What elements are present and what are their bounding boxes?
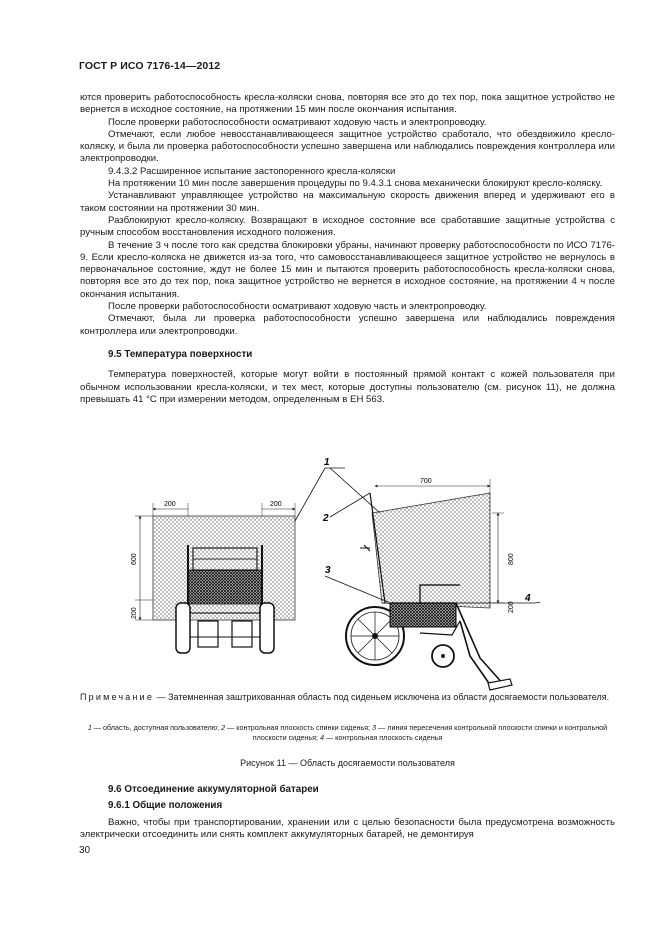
paragraph: Отмечают, была ли проверка работоспособности успешно завершена или наблюдались повреждения контроллера или электропроводки. bbox=[80, 313, 615, 337]
legend-text: — область, доступная пользователю; bbox=[91, 723, 222, 732]
callout-4: 4 bbox=[525, 593, 531, 604]
figure-note bbox=[80, 691, 615, 703]
front-view bbox=[131, 501, 295, 653]
side-reach-zone bbox=[372, 493, 490, 608]
body-text bbox=[80, 92, 615, 406]
paragraph: Важно, чтобы при транспортировании, хранении или с целью безопасности была предусмотрена возможность электрически отсоединить или снять комплект аккумуляторных батарей, не демонтируя bbox=[80, 816, 615, 840]
paragraph: В течение 3 ч после того как средства блокировки убраны, начинают проверку работоспособности по ИСО 7176-9. Если кресло-коляска не движется из-за того, что самовосстанавливающееся защитное устройство не вернулось в первоначальное состояние, ждут не более 15 мин и пытаются проверить работоспособность кресла-коляски снова, повторяя все это до тех пор, пока защитное устройство не вернется в исходное состояние, на протяжении 4 ч после окончания испытания. bbox=[80, 239, 615, 300]
legend-text: — контрольная плоскость спинки сиденья; bbox=[225, 723, 373, 732]
subsection-heading: 9.6.1 Общие положения bbox=[108, 800, 223, 812]
figure-caption: Рисунок 11 — Область досягаемости пользователя bbox=[240, 758, 455, 768]
front-reach-zone bbox=[153, 516, 295, 620]
paragraph: На протяжении 10 мин после завершения процедуры по 9.4.3.1 снова механически блокируют кресло-коляску. bbox=[108, 178, 603, 190]
dim-side-200: 200 bbox=[508, 601, 515, 613]
page-header: ГОСТ Р ИСО 7176-14—2012 bbox=[79, 60, 221, 72]
subsection-heading: 9.4.3.2 Расширенное испытание застопоренного кресла-коляски bbox=[108, 165, 396, 177]
paragraph: Температура поверхностей, которые могут войти в постоянный прямой контакт с кожей пользователя при обычном использовании кресла-коляски, и тех мест, которые доступны пользователю (см. рисунок 11), не должна превышать 41 °С при измерении методом, определенным в ЕН 563. bbox=[80, 369, 615, 405]
paragraph: Устанавливают управляющее устройство на максимальную скорость движения вперед и удерживают его в таком состоянии на протяжении 30 мин. bbox=[80, 190, 615, 214]
legend-num: 2 bbox=[221, 723, 226, 732]
legend-text: — линия пересечения контрольной плоскости спинки и контрольной плоскости сиденья; bbox=[252, 723, 608, 742]
dim-front-200-bottom: 200 bbox=[131, 607, 138, 619]
page-number: 30 bbox=[79, 845, 91, 856]
dim-front-200-left: 200 bbox=[164, 501, 176, 508]
section-heading: 9.6 Отсоединение аккумуляторной батареи bbox=[108, 784, 319, 795]
paragraph: Разблокируют кресло-коляску. Возвращают в исходное состояние все сработавшие защитные устройства с ручным способом восстановления исходного положения. bbox=[80, 214, 615, 239]
front-excluded-zone bbox=[188, 570, 262, 604]
dim-front-200-right: 200 bbox=[270, 501, 282, 508]
section-9-6 bbox=[80, 784, 615, 841]
paragraph: Отмечают, если любое невосстанавливающееся защитное устройство сработало, что обездвижило кресло-коляску, и была ли проверка работоспособности успешно завершена или наблюдались повреждения контроллера или электропроводки. bbox=[80, 128, 615, 165]
legend-num: 1 bbox=[87, 723, 92, 732]
note-label: Примечание bbox=[80, 692, 155, 702]
dim-side-800: 800 bbox=[508, 553, 515, 565]
callout-3: 3 bbox=[325, 565, 331, 576]
side-view bbox=[346, 478, 535, 690]
paragraph: После проверки работоспособности осматривают ходовую часть и электропроводку. bbox=[108, 116, 487, 128]
dim-side-700: 700 bbox=[420, 478, 432, 485]
reach-zone-figure bbox=[120, 453, 540, 703]
section-heading: 9.5 Температура поверхности bbox=[108, 348, 253, 360]
legend-num: 3 bbox=[372, 723, 377, 732]
figure-legend bbox=[80, 723, 615, 743]
dim-front-600: 600 bbox=[131, 553, 138, 565]
paragraph: ются проверить работоспособность кресла-коляски снова, повторяя все это до тех пор, пока защитное устройство не вернется в исходное состояние, на протяжении 15 мин после окончания испытания. bbox=[80, 92, 615, 116]
paragraph: После проверки работоспособности осматривают ходовую часть и электропроводку. bbox=[108, 301, 487, 313]
callout-2: 2 bbox=[323, 513, 329, 524]
callout-1: 1 bbox=[324, 457, 330, 468]
legend-num: 4 bbox=[319, 733, 324, 742]
note-text: — Затемненная заштрихованная область под сиденьем исключена из области досягаемости пользователя. bbox=[154, 692, 610, 702]
legend-text: — контрольная плоскость сиденья bbox=[323, 733, 443, 742]
